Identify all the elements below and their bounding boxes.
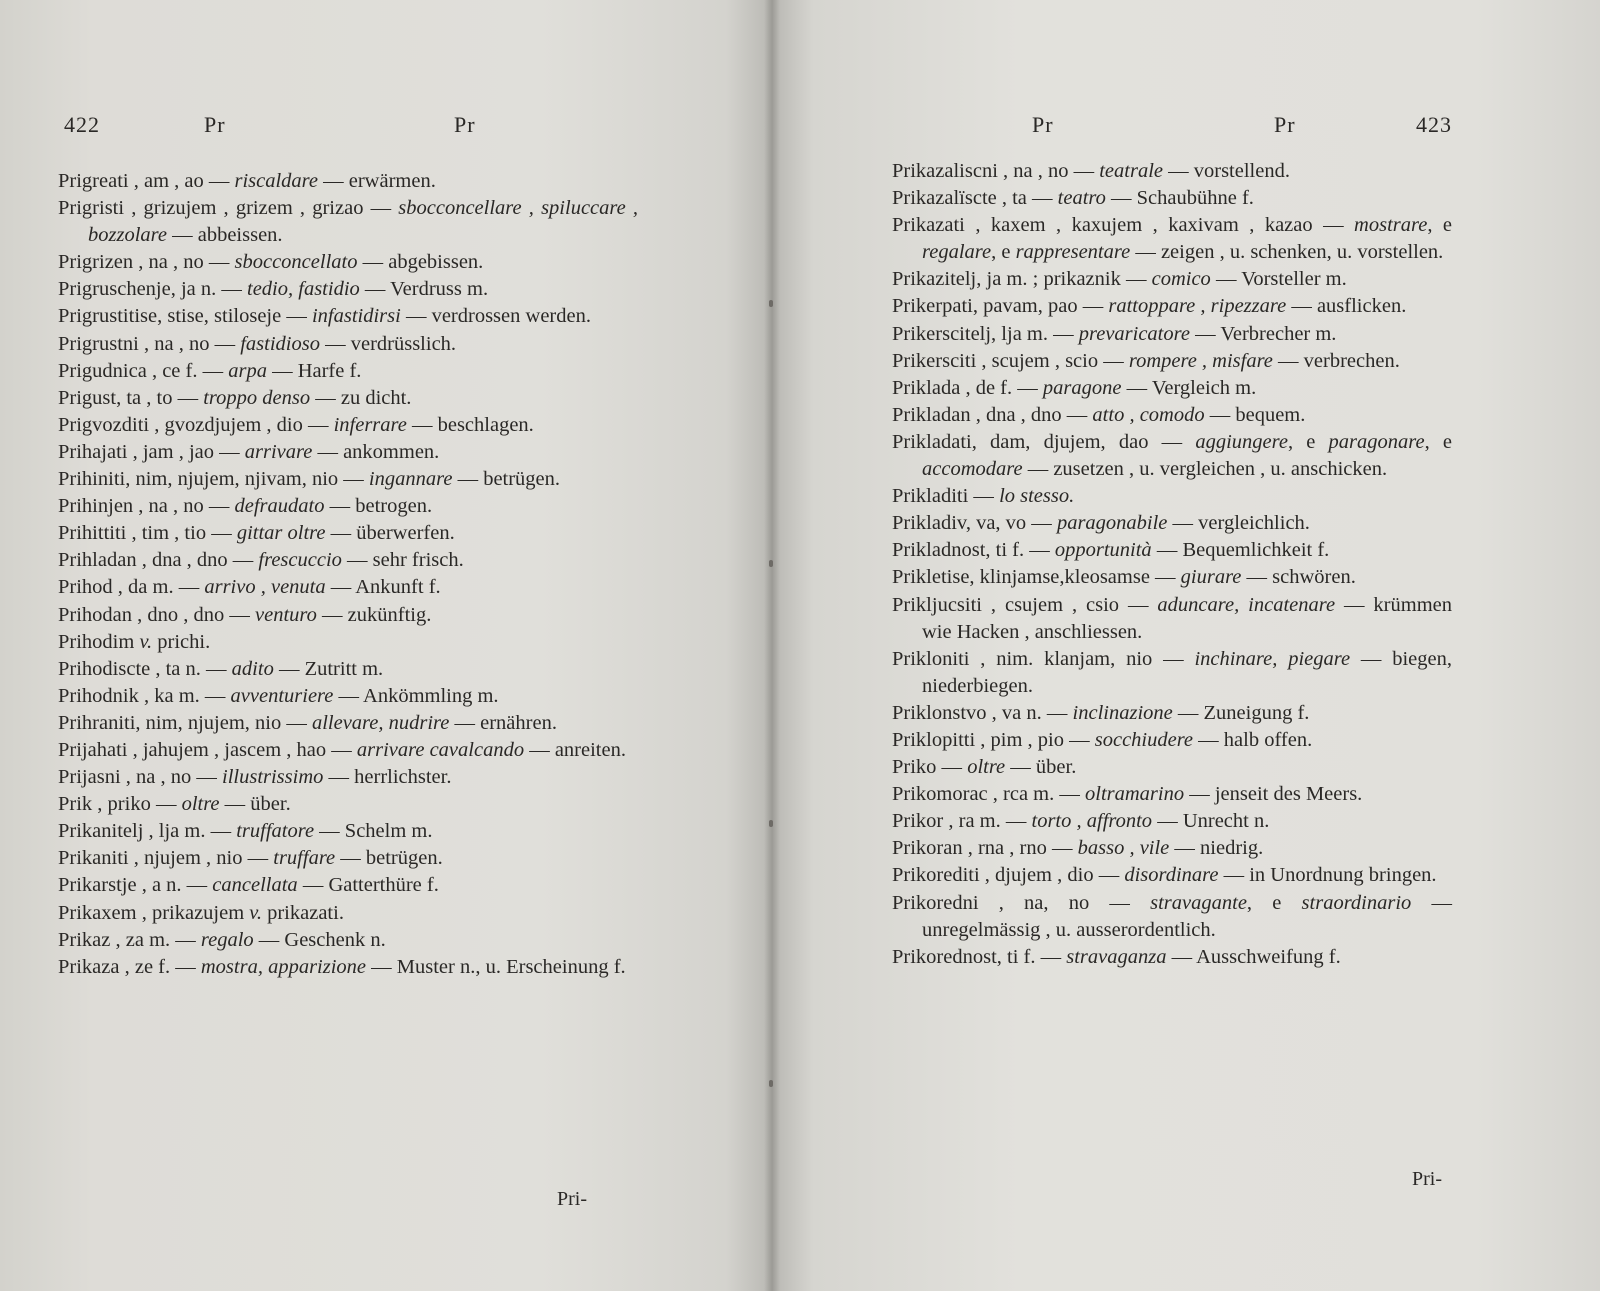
dictionary-entry	[58, 358, 638, 385]
headword: Prigreati , am , ao —	[58, 170, 235, 192]
italian-term: stravaganza	[1066, 945, 1167, 968]
italian-term: paragonare	[1328, 430, 1425, 453]
german-term: — zu dicht.	[310, 386, 412, 409]
binding-stitch	[769, 820, 773, 827]
italian-term: illustrissimo	[222, 766, 324, 789]
italian-term: arpa	[228, 359, 267, 382]
dictionary-entry	[58, 412, 638, 439]
german-term: — betrogen.	[324, 495, 433, 518]
german-term: — erwärmen.	[318, 170, 436, 192]
book-gutter	[764, 0, 780, 1291]
headword: Priklonstvo , va n. —	[892, 701, 1073, 724]
headword: Prikladnost, ti f. —	[892, 539, 1055, 562]
italian-term: comico	[1151, 268, 1211, 291]
dictionary-entry	[58, 683, 638, 710]
dictionary-entry	[892, 781, 1452, 808]
italian-term: sbocconcellare , spiluccare , bozzolare	[88, 197, 638, 247]
headword: Prigrizen , na , no —	[58, 251, 235, 274]
italian-term: cancellata	[212, 874, 298, 897]
italian-term: aduncare, incatenare	[1157, 593, 1336, 616]
headword: Prigust, ta , to —	[58, 386, 204, 409]
headword: Prihodan , dno , dno —	[58, 603, 256, 626]
dictionary-entry	[58, 547, 638, 574]
dictionary-entry	[58, 385, 638, 412]
german-term: — zusetzen , u. vergleichen , u. anschicken.	[1022, 458, 1388, 481]
right-entries	[892, 158, 1452, 971]
german-term: — über.	[219, 793, 291, 816]
dictionary-entry	[892, 754, 1452, 781]
italian-term: v.	[249, 901, 262, 924]
headword: Prijahati , jahujem , jascem , hao —	[58, 738, 357, 761]
dictionary-entry	[58, 954, 638, 981]
italian-term: lo stesso.	[999, 485, 1075, 508]
italian-term: inferrare	[333, 413, 407, 436]
dictionary-entry	[58, 195, 638, 249]
german-term: — beschlagen.	[406, 413, 534, 436]
italian-term: allevare, nudrire	[311, 711, 450, 734]
headword: Prihraniti, nim, njujem, nio —	[58, 711, 312, 734]
running-head: Pr	[1032, 112, 1054, 137]
german-term: — über.	[1005, 756, 1077, 779]
headword: Prikloniti , nim. klanjam, nio —	[892, 647, 1195, 670]
catchword: Pri-	[557, 1188, 587, 1210]
italian-term: truffatore	[236, 820, 315, 843]
italian-term: inchinare, piegare	[1194, 647, 1351, 670]
headword: Prihladan , dna , dno —	[58, 549, 259, 572]
dictionary-entry	[892, 429, 1452, 483]
dictionary-entry	[58, 900, 638, 927]
headword: Prihodiscte , ta n. —	[58, 657, 232, 680]
binding-stitch	[769, 300, 773, 307]
headword: Prikorednost, ti f. —	[892, 945, 1067, 968]
headword: Prikazati , kaxem , kaxujem , kaxivam , kazao —	[892, 214, 1355, 237]
german-term: , e	[991, 241, 1016, 264]
italian-term: frescuccio	[258, 549, 342, 572]
italian-term: inclinazione	[1072, 701, 1173, 724]
headword: Prihodnik , ka m. —	[58, 684, 231, 707]
dictionary-entry	[892, 293, 1452, 320]
headword: Prikaza , ze f. —	[58, 955, 201, 978]
headword: Prikazitelj, ja m. ; prikaznik —	[892, 268, 1152, 291]
headword: Prihajati , jam , jao —	[58, 440, 245, 463]
italian-term: opportunità	[1054, 539, 1152, 562]
italian-term: infastidirsi	[311, 305, 401, 328]
german-term: — sehr frisch.	[341, 549, 464, 572]
german-term: — anreiten.	[524, 738, 626, 761]
dictionary-entry	[58, 927, 638, 954]
italian-term: atto , comodo	[1092, 403, 1205, 426]
dictionary-entry	[58, 303, 638, 330]
running-head: Pr	[204, 112, 226, 137]
german-term: — zeigen , u. schenken, u. vorstellen.	[1130, 241, 1444, 264]
italian-term: fastidioso	[240, 332, 320, 355]
headword: Priklopitti , pim , pio —	[892, 728, 1095, 751]
german-term: — bequem.	[1204, 403, 1306, 426]
german-term: — Vorsteller m.	[1210, 268, 1347, 291]
page-number: 423	[1416, 112, 1452, 137]
german-term: — zukünftig.	[316, 603, 432, 626]
dictionary-entry	[58, 872, 638, 899]
german-term: — Unrecht n.	[1152, 810, 1270, 833]
german-term: — Verdruss m.	[359, 278, 489, 301]
dictionary-entry	[58, 493, 638, 520]
headword: Prijasni , na , no —	[58, 766, 222, 789]
german-term: — Schaubühne f.	[1105, 187, 1254, 210]
headword: Prihiniti, nim, njujem, njivam, nio —	[58, 468, 369, 491]
headword: Prikorediti , djujem , dio —	[892, 864, 1125, 887]
dictionary-entry	[892, 158, 1452, 185]
dictionary-entry	[58, 439, 638, 466]
dictionary-entry	[58, 818, 638, 845]
german-term: — Schelm m.	[314, 820, 433, 843]
german-term: — in Unordnung bringen.	[1218, 864, 1437, 887]
german-term: — verbrechen.	[1272, 349, 1400, 372]
dictionary-entry	[58, 629, 638, 656]
german-term: — halb offen.	[1193, 728, 1313, 751]
headword: Prihodim	[58, 630, 140, 653]
italian-term: oltre	[181, 793, 220, 816]
left-entries	[58, 168, 638, 981]
italian-term: disordinare	[1124, 864, 1219, 887]
dictionary-entry	[58, 764, 638, 791]
german-term: — betrügen.	[335, 847, 443, 870]
german-term: — Ankömmling m.	[333, 684, 499, 707]
dictionary-entry	[892, 700, 1452, 727]
german-term: — betrügen.	[452, 468, 561, 491]
headword: Prikladan , dna , dno —	[892, 403, 1093, 426]
german-term: — Gatterthüre f.	[297, 874, 439, 897]
headword: Prikaz , za m. —	[58, 928, 201, 951]
headword: Prikazaliscni , na , no —	[892, 160, 1100, 182]
dictionary-entry	[892, 808, 1452, 835]
italian-term: basso , vile	[1077, 837, 1170, 860]
italian-term: rattoppare , ripezzare	[1108, 295, 1287, 318]
italian-term: paragone	[1042, 376, 1122, 399]
headword: Prigrustni , na , no —	[58, 332, 241, 355]
binding-stitch	[769, 1080, 773, 1087]
headword: Prikladiv, va, vo —	[892, 512, 1057, 535]
italian-term: tedio, fastidio	[247, 278, 360, 301]
german-term: — vergleichlich.	[1167, 512, 1310, 535]
italian-term: troppo denso	[203, 386, 311, 409]
german-term: — biegen, niederbiegen.	[922, 647, 1452, 697]
german-term: , e	[1287, 430, 1329, 453]
italian-term: venturo	[255, 603, 317, 626]
running-head: Pr	[1274, 112, 1296, 137]
dictionary-entry	[58, 710, 638, 737]
italian-term: socchiudere	[1094, 728, 1194, 751]
headword: Prihittiti , tim , tio —	[58, 522, 237, 545]
italian-term: mostra, apparizione	[200, 955, 367, 978]
dictionary-entry	[58, 791, 638, 818]
dictionary-entry	[892, 483, 1452, 510]
german-term: , e	[1246, 891, 1302, 914]
italian-term: mostrare	[1354, 214, 1428, 237]
headword: Prigudnica , ce f. —	[58, 359, 229, 382]
headword: Prikladati, dam, djujem, dao —	[892, 430, 1196, 453]
german-term: — Verbrecher m.	[1189, 322, 1337, 345]
italian-term: truffare	[273, 847, 336, 870]
headword: Prigvozditi , gvozdjujem , dio —	[58, 413, 334, 436]
dictionary-entry	[58, 276, 638, 303]
headword: Prik , priko —	[58, 793, 182, 816]
italian-term: aggiungere	[1195, 430, 1288, 453]
headword: Prikor , ra m. —	[892, 810, 1032, 833]
catchword: Pri-	[1412, 1168, 1442, 1190]
dictionary-entry	[892, 266, 1452, 293]
german-term: , e	[1424, 430, 1452, 453]
german-term: — Geschenk n.	[253, 928, 386, 951]
german-term: — ausflicken.	[1286, 295, 1407, 318]
italian-term: arrivare cavalcando	[356, 738, 525, 761]
german-term: — niedrig.	[1169, 837, 1264, 860]
dictionary-entry	[892, 402, 1452, 429]
italian-term: riscaldare	[234, 170, 318, 192]
german-term: — Zutritt m.	[273, 657, 384, 680]
headword: Prikaniti , njujem , nio —	[58, 847, 274, 870]
headword: Priko —	[892, 756, 968, 779]
headword: Prigrustitise, stise, stiloseje —	[58, 305, 312, 328]
dictionary-entry	[58, 466, 638, 493]
italian-term: defraudato	[234, 495, 325, 518]
german-term: , e	[1427, 214, 1452, 237]
headword: Prikletise, klinjamse,kleosamse —	[892, 566, 1181, 589]
italian-term: oltre	[967, 756, 1006, 779]
german-term: — verdrüsslich.	[319, 332, 457, 355]
right-page	[772, 0, 1600, 1291]
german-term: — ankommen.	[312, 440, 440, 463]
headword: Prikerpati, pavam, pao —	[892, 295, 1109, 318]
headword: Prigristi , grizujem , grizem , grizao —	[58, 197, 399, 220]
dictionary-entry	[58, 168, 638, 195]
headword: Prihod , da m. —	[58, 576, 205, 599]
headword: Prikoran , rna , rno —	[892, 837, 1078, 860]
headword: Prigruschenje, ja n. —	[58, 278, 248, 301]
italian-term: rompere , misfare	[1128, 349, 1273, 372]
german-term: — vorstellend.	[1163, 160, 1290, 182]
dictionary-entry	[892, 510, 1452, 537]
german-term: — Zuneigung f.	[1172, 701, 1310, 724]
headword: Prikljucsiti , csujem , csio —	[892, 593, 1158, 616]
italian-term: rappresentare	[1015, 241, 1131, 264]
headword: Prikazalïscte , ta —	[892, 187, 1058, 210]
dictionary-entry	[58, 520, 638, 547]
italian-term: straordinario	[1301, 891, 1412, 914]
italian-term: arrivare	[244, 440, 313, 463]
binding-stitch	[769, 560, 773, 567]
dictionary-entry	[892, 862, 1452, 889]
italian-term: stravagante	[1150, 891, 1247, 914]
running-head: Pr	[454, 112, 476, 137]
german-term: prichi.	[152, 630, 211, 653]
italian-term: arrivo , venuta	[204, 576, 326, 599]
left-page	[0, 0, 772, 1291]
german-term: — abbeissen.	[166, 224, 283, 247]
dictionary-entry	[58, 602, 638, 629]
italian-term: ingannare	[368, 468, 453, 491]
italian-term: oltramarino	[1085, 783, 1185, 806]
dictionary-entry	[58, 656, 638, 683]
dictionary-entry	[892, 375, 1452, 402]
german-term: — Ausschweifung f.	[1166, 945, 1341, 968]
dictionary-entry	[58, 331, 638, 358]
italian-term: paragonabile	[1056, 512, 1168, 535]
german-term: — Bequemlichkeit f.	[1151, 539, 1330, 562]
german-term: — ernähren.	[449, 711, 557, 734]
italian-term: teatro	[1057, 187, 1106, 210]
headword: Prikanitelj , lja m. —	[58, 820, 237, 843]
italian-term: prevaricatore	[1078, 322, 1190, 345]
dictionary-entry	[58, 845, 638, 872]
german-term: — herrlichster.	[323, 766, 452, 789]
dictionary-entry	[892, 835, 1452, 862]
headword: Prikladiti —	[892, 485, 1000, 508]
headword: Prikaxem , prikazujem	[58, 901, 250, 924]
german-term: — Vergleich m.	[1121, 376, 1257, 399]
dictionary-entry	[892, 592, 1452, 646]
headword: Prikerscitelj, lja m. —	[892, 322, 1079, 345]
dictionary-entry	[892, 564, 1452, 591]
dictionary-entry	[892, 321, 1452, 348]
headword: Priklada , de f. —	[892, 376, 1043, 399]
italian-term: regalo	[200, 928, 254, 951]
german-term: — unregelmässig , u. ausserordentlich.	[922, 891, 1452, 941]
italian-term: adito	[231, 657, 274, 680]
dictionary-entry	[892, 944, 1452, 971]
italian-term: teatrale	[1099, 160, 1163, 182]
german-term: — verdrossen werden.	[400, 305, 591, 328]
italian-term: avventuriere	[230, 684, 334, 707]
german-term: — schwören.	[1241, 566, 1356, 589]
headword: Prikomorac , rca m. —	[892, 783, 1085, 806]
dictionary-entry	[892, 212, 1452, 266]
dictionary-entry	[892, 185, 1452, 212]
dictionary-entry	[58, 249, 638, 276]
german-term: — Muster n., u. Erscheinung f.	[366, 955, 626, 978]
dictionary-entry	[58, 574, 638, 601]
headword: Prikersciti , scujem , scio —	[892, 349, 1129, 372]
headword: Prihinjen , na , no —	[58, 495, 235, 518]
german-term: — überwerfen.	[325, 522, 455, 545]
german-term: — abgebissen.	[357, 251, 484, 274]
dictionary-entry	[892, 537, 1452, 564]
italian-term: gittar oltre	[236, 522, 326, 545]
german-term: — Ankunft f.	[325, 576, 441, 599]
page-number: 422	[64, 112, 100, 137]
dictionary-entry	[892, 890, 1452, 944]
dictionary-entry	[892, 348, 1452, 375]
headword: Prikoredni , na, no —	[892, 891, 1151, 914]
headword: Prikarstje , a n. —	[58, 874, 213, 897]
dictionary-entry	[892, 646, 1452, 700]
italian-term: v.	[139, 630, 153, 653]
german-term: — krümmen wie Hacken , anschliessen.	[922, 593, 1452, 643]
german-term: — Harfe f.	[266, 359, 362, 382]
italian-term: accomodare	[922, 458, 1023, 481]
italian-term: sbocconcellato	[234, 251, 358, 274]
dictionary-entry	[892, 727, 1452, 754]
italian-term: giurare	[1180, 566, 1242, 589]
italian-term: regalare	[922, 241, 992, 264]
italian-term: torto , affronto	[1031, 810, 1153, 833]
dictionary-entry	[58, 737, 638, 764]
german-term: prikazati.	[261, 901, 344, 924]
german-term: — jenseit des Meers.	[1184, 783, 1363, 806]
